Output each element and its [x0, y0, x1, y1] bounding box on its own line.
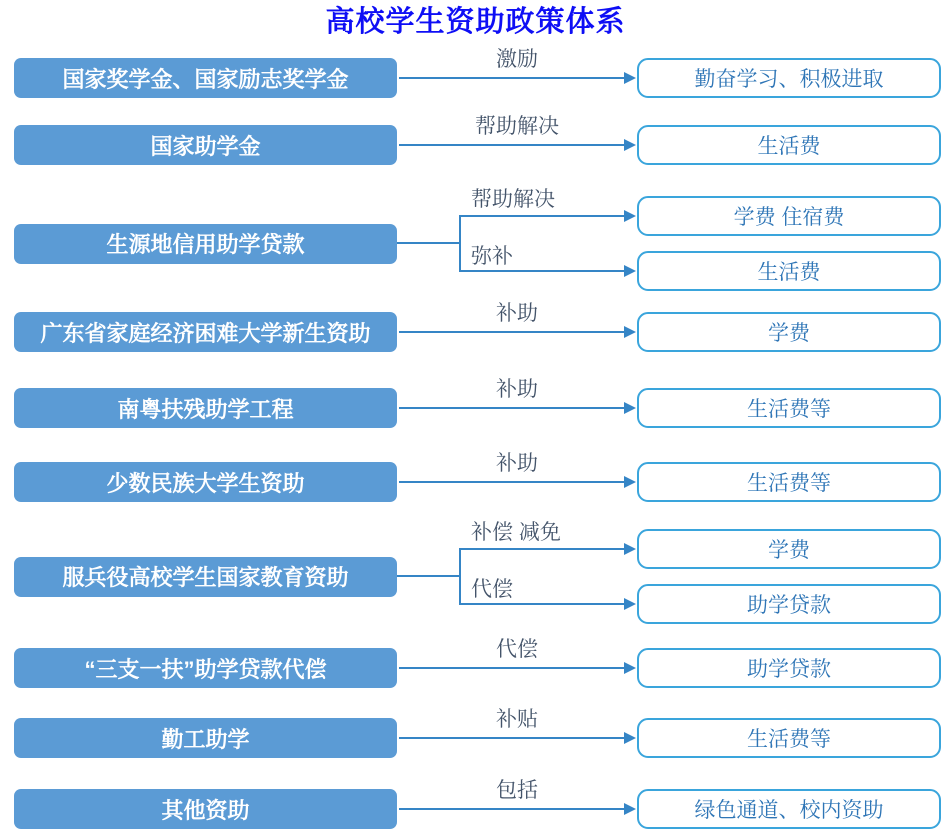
arrow-line: [399, 737, 634, 739]
flow-row: [14, 779, 941, 829]
arrow-label: 代偿: [471, 578, 513, 601]
arrow-head-icon: [624, 543, 636, 555]
arrow-head-icon: [624, 662, 636, 674]
source-box: 广东省家庭经济困难大学新生资助: [14, 312, 397, 352]
arrow-line: [399, 407, 634, 409]
connector-stub: [397, 242, 461, 244]
arrow-line: [399, 144, 634, 146]
target-box: 绿色通道、校内资助: [637, 789, 941, 829]
arrow-label: 补偿 减免: [471, 521, 561, 544]
target-box: 助学贷款: [637, 648, 941, 688]
connector: [397, 48, 637, 98]
arrow-label: 弥补: [471, 245, 513, 268]
target-box: 生活费: [637, 251, 941, 291]
arrow-label: 补助: [496, 452, 538, 475]
flow-row: [14, 115, 941, 165]
target-box: 助学贷款: [637, 584, 941, 624]
arrow-label: 补助: [496, 378, 538, 401]
connector: [397, 708, 637, 758]
connector: [397, 302, 637, 352]
arrow-head-icon: [624, 402, 636, 414]
source-box: 其他资助: [14, 789, 397, 829]
target-box: 生活费等: [637, 388, 941, 428]
arrow-line: [399, 331, 634, 333]
source-box: “三支一扶”助学贷款代偿: [14, 648, 397, 688]
source-box: 服兵役高校学生国家教育资助: [14, 557, 397, 597]
arrow-head-icon: [624, 72, 636, 84]
target-box: 学费: [637, 529, 941, 569]
target-box: 学费: [637, 312, 941, 352]
target-box: 勤奋学习、积极进取: [637, 58, 941, 98]
flow-row: [14, 638, 941, 688]
arrow-label: 补贴: [496, 708, 538, 731]
arrow-head-icon: [624, 210, 636, 222]
arrow-line: [399, 667, 634, 669]
arrow-line: [459, 603, 634, 605]
connector: [397, 779, 637, 829]
arrow-head-icon: [624, 326, 636, 338]
flow-row: [14, 48, 941, 98]
arrow-head-icon: [624, 139, 636, 151]
arrow-label: 激励: [496, 48, 538, 71]
flow-row: [14, 378, 941, 428]
flow-row: [14, 452, 941, 502]
arrow-line: [459, 270, 634, 272]
source-box: 国家奖学金、国家励志奖学金: [14, 58, 397, 98]
connector: [397, 521, 637, 624]
arrow-label: 帮助解决: [471, 188, 555, 211]
arrow-head-icon: [624, 803, 636, 815]
connector-vline: [459, 548, 461, 605]
source-box: 少数民族大学生资助: [14, 462, 397, 502]
arrow-line: [399, 77, 634, 79]
connector: [397, 115, 637, 165]
page-title: 高校学生资助政策体系: [325, 6, 626, 38]
arrow-label: 包括: [496, 779, 538, 802]
flow-row: [14, 708, 941, 758]
target-box: 生活费等: [637, 462, 941, 502]
target-box: 生活费等: [637, 718, 941, 758]
target-column: [637, 196, 941, 291]
connector: [397, 378, 637, 428]
connector-stub: [397, 575, 461, 577]
target-box: 学费 住宿费: [637, 196, 941, 236]
source-box: 国家助学金: [14, 125, 397, 165]
flow-row: [14, 521, 941, 624]
arrow-label: 帮助解决: [475, 115, 559, 138]
connector: [397, 638, 637, 688]
arrow-head-icon: [624, 598, 636, 610]
target-column: [637, 529, 941, 624]
arrow-line: [459, 548, 634, 550]
target-box: 生活费: [637, 125, 941, 165]
arrow-head-icon: [624, 732, 636, 744]
flow-row: [14, 302, 941, 352]
flow-row: [14, 188, 941, 291]
source-box: 勤工助学: [14, 718, 397, 758]
connector: [397, 188, 637, 291]
source-box: 生源地信用助学贷款: [14, 224, 397, 264]
connector-vline: [459, 215, 461, 272]
arrow-label: 补助: [496, 302, 538, 325]
arrow-label: 代偿: [496, 638, 538, 661]
arrow-line: [459, 215, 634, 217]
connector: [397, 452, 637, 502]
arrow-head-icon: [624, 265, 636, 277]
source-box: 南粤扶残助学工程: [14, 388, 397, 428]
arrow-line: [399, 808, 634, 810]
arrow-line: [399, 481, 634, 483]
arrow-head-icon: [624, 476, 636, 488]
